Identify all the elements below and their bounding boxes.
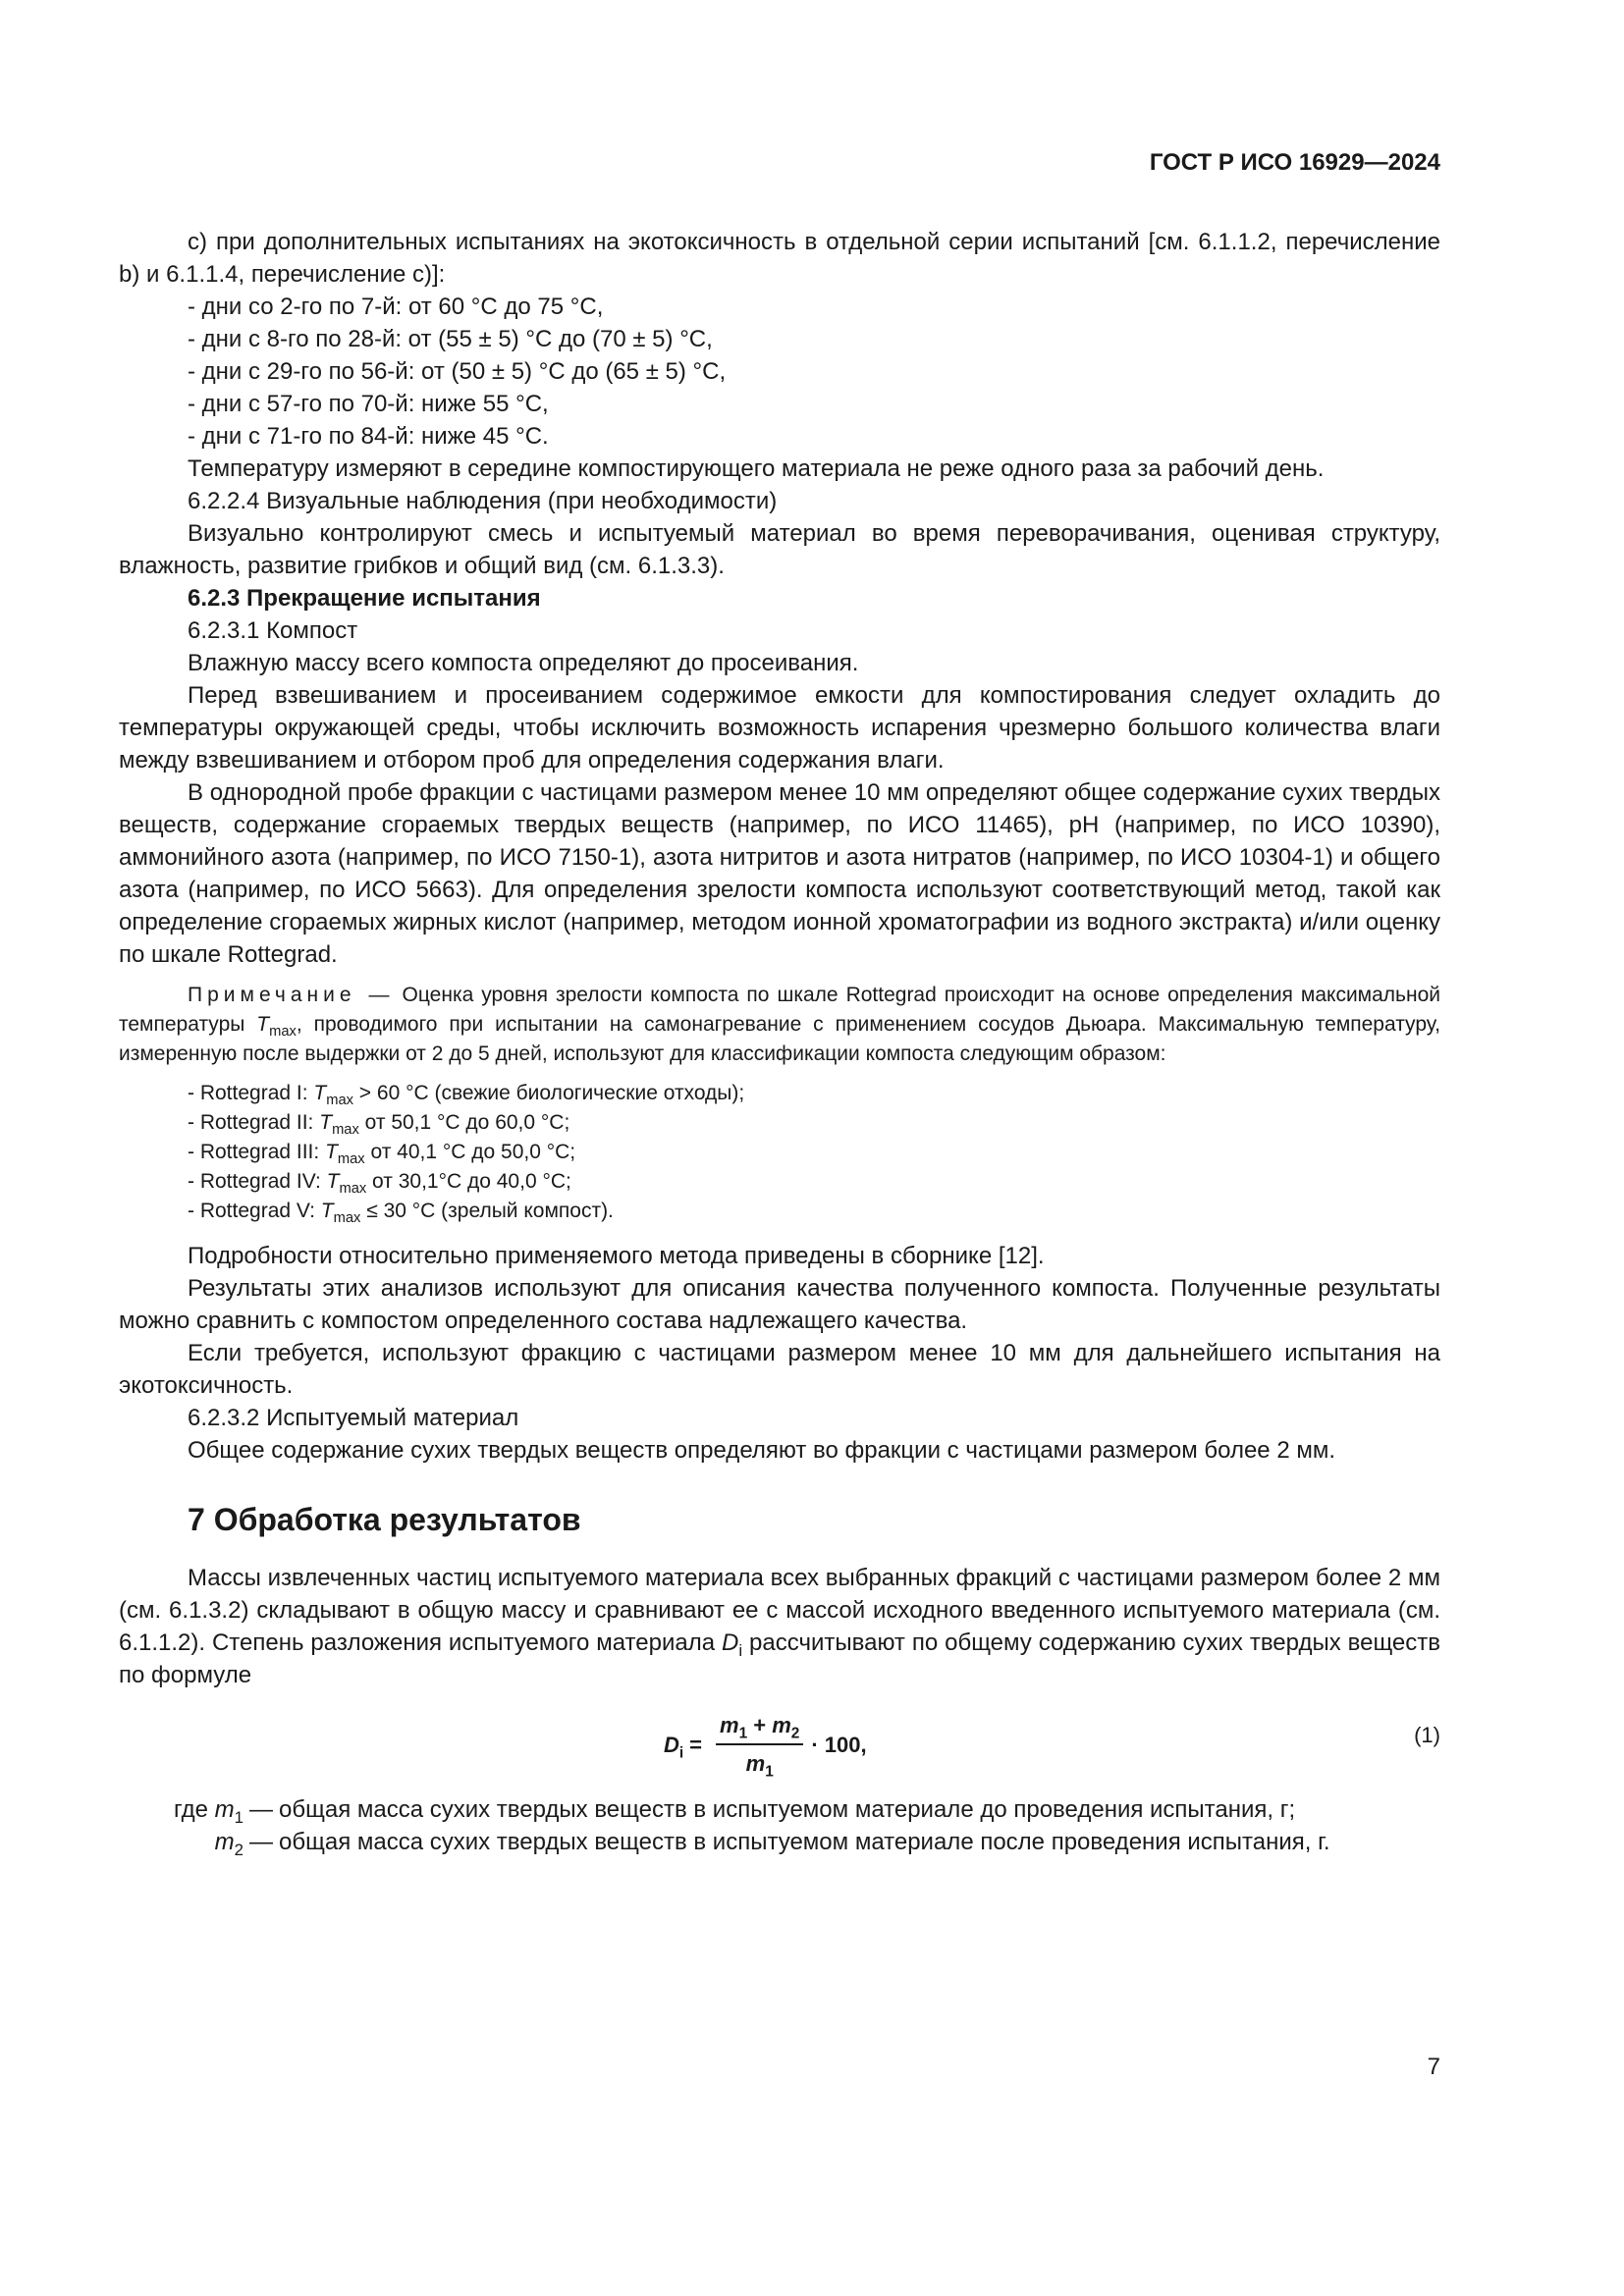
temperature-measurement-paragraph: Температуру измеряют в середине компостирующего материала не реже одного раза за рабочий день.: [188, 455, 1325, 482]
section-6-2-3-1-title: 6.2.3.1 Компост: [188, 617, 358, 644]
tmax-subscript: max: [326, 1093, 353, 1109]
tmax-subscript: max: [269, 1024, 297, 1041]
tmax-symbol: T: [319, 1111, 333, 1134]
tmax-symbol: T: [326, 1170, 340, 1193]
rottegrad-item: [119, 1108, 1440, 1138]
m1-symbol: m: [745, 1751, 766, 1776]
rottegrad-item: [119, 1167, 1440, 1197]
definition-symbol: [119, 1793, 244, 1826]
definition-m2: [119, 1826, 1440, 1858]
m1-subscript: 1: [738, 1725, 748, 1742]
formula-denominator: [746, 1745, 774, 1780]
tmax-symbol: T: [313, 1082, 327, 1104]
tmax-symbol: T: [256, 1013, 270, 1036]
section-7-paragraph: [119, 1562, 1440, 1691]
m1-symbol: m: [720, 1713, 739, 1737]
formula-expression: [664, 1709, 867, 1780]
rottegrad-range: > 60 °C (свежие биологические отходы);: [352, 1082, 745, 1104]
di-symbol: D: [722, 1629, 739, 1656]
day-range-2: - дни с 8-го по 28-й: от (55 ± 5) °С до (70 ± 5) °С,: [188, 326, 713, 352]
tmax-symbol: T: [325, 1141, 338, 1163]
formula-multiplier: · 100,: [811, 1732, 867, 1757]
m1-subscript: 1: [234, 1807, 244, 1827]
tmax-subscript: max: [337, 1151, 365, 1168]
rottegrad-label: - Rottegrad V:: [188, 1200, 321, 1222]
tmax-subscript: max: [332, 1122, 359, 1139]
rottegrad-label: - Rottegrad II:: [188, 1111, 320, 1134]
definition-dash: —: [249, 1829, 273, 1855]
rottegrad-range: от 30,1°С до 40,0 °С;: [366, 1170, 571, 1193]
note-text-b: , проводимого при испытании на самонагревание с применением сосудов Дьюара. Максимальную температуру, измеренную после выдержки от 2 до 5 дней, используют для классификации компоста следующим образом:: [119, 1013, 1440, 1065]
definition-text: общая масса сухих твердых веществ в испытуемом материале после проведения испытания, г.: [279, 1829, 1330, 1855]
formula-lhs-subscript: i: [678, 1743, 684, 1761]
rottegrad-label: - Rottegrad III:: [188, 1141, 326, 1163]
definition-dash: —: [249, 1796, 273, 1823]
day-range-5: - дни с 71-го по 84-й: ниже 45 °С.: [188, 423, 549, 450]
rottegrad-item: [119, 1079, 1440, 1108]
compost-paragraph-1: Влажную массу всего компоста определяют до просеивания.: [188, 650, 859, 676]
item-c: с) при дополнительных испытаниях на экотоксичность в отдельной серии испытаний [см. 6.1.1.2, перечисление b) и 6.1.1.4, перечисление c)]:: [119, 229, 1440, 288]
rottegrad-item: [119, 1138, 1440, 1167]
section-6-2-3-2-title: 6.2.3.2 Испытуемый материал: [188, 1405, 519, 1431]
section-6-2-3-title: 6.2.3 Прекращение испытания: [188, 585, 541, 612]
compost-paragraph-3: В однородной пробе фракции с частицами размером менее 10 мм определяют общее содержание сухих твердых веществ, содержание сгораемых твердых веществ (например, по ИСО 11465), рН (например, по ИСО 10390), аммонийного азота (например, по ИСО 7150-1), азота нитритов и азота нитратов (например, по ИСО 10304-1) и общего азота (например, по ИСО 5663). Для определения зрелости компоста используют соответствующий метод, такой как определение сгораемых жирных кислот (например, методом ионной хроматографии из водного экстракта) и/или оценку по шкале Rottegrad.: [119, 779, 1440, 968]
note-label: Примечание —: [188, 984, 395, 1006]
formula-1: [119, 1691, 1440, 1793]
m2-subscript: 2: [790, 1725, 800, 1742]
rottegrad-range: от 50,1 °С до 60,0 °С;: [358, 1111, 570, 1134]
section-6-2-2-4-text: Визуально контролируют смесь и испытуемый материал во время переворачивания, оценивая структуру, влажность, развитие грибков и общий вид (см. 6.1.3.3).: [119, 520, 1440, 579]
rottegrad-label: - Rottegrad I:: [188, 1082, 314, 1104]
plus-sign: +: [747, 1713, 773, 1737]
m2-symbol: m: [214, 1829, 235, 1855]
tmax-subscript: max: [339, 1181, 367, 1198]
m1-subscript: 1: [765, 1763, 774, 1781]
tmax-subscript: max: [333, 1210, 361, 1227]
rottegrad-label: - Rottegrad IV:: [188, 1170, 327, 1193]
section-6-2-2-4-title: 6.2.2.4 Визуальные наблюдения (при необходимости): [188, 488, 778, 514]
day-range-4: - дни с 57-го по 70-й: ниже 55 °С,: [188, 391, 549, 417]
note-paragraph: [119, 981, 1440, 1069]
results-paragraph: Результаты этих анализов используют для описания качества полученного компоста. Полученные результаты можно сравнить с компостом определенного состава надлежащего качества.: [119, 1275, 1440, 1334]
tmax-symbol: T: [320, 1200, 334, 1222]
definition-m1: [119, 1793, 1440, 1826]
rottegrad-range: от 40,1 °С до 50,0 °С;: [364, 1141, 576, 1163]
section-7-text-b: рассчитывают по общему содержанию сухих твердых веществ по формуле: [119, 1629, 1441, 1688]
formula-lhs: [664, 1729, 683, 1761]
day-range-3: - дни с 29-го по 56-й: от (50 ± 5) °С до (65 ± 5) °С,: [188, 358, 727, 385]
where-prefix: где: [173, 1796, 215, 1823]
definition-text: общая масса сухих твердых веществ в испытуемом материале до проведения испытания, г;: [279, 1796, 1296, 1823]
rottegrad-range: ≤ 30 °С (зрелый компост).: [360, 1200, 614, 1222]
formula-numerator: [716, 1709, 803, 1745]
formula-fraction: [716, 1709, 803, 1780]
document-code: ГОСТ Р ИСО 16929—2024: [1149, 149, 1440, 176]
page-number: 7: [1427, 2054, 1440, 2080]
definition-symbol: [119, 1826, 244, 1858]
rottegrad-item: [119, 1197, 1440, 1226]
m2-symbol: m: [772, 1713, 791, 1737]
m2-subscript: 2: [234, 1840, 244, 1859]
compost-paragraph-2: Перед взвешиванием и просеиванием содержимое емкости для компостирования следует охладить до температуры окружающей среды, чтобы исключить возможность испарения чрезмерно большого количества влаги между взвешиванием и отбором проб для определения содержания влаги.: [119, 682, 1440, 774]
note-text-a: Оценка уровня зрелости компоста по шкале Rottegrad происходит на основе определения максимальной температуры: [119, 984, 1441, 1036]
day-range-1: - дни со 2-го по 7-й: от 60 °С до 75 °С,: [188, 294, 604, 320]
di-subscript: i: [738, 1640, 743, 1660]
page-body: [119, 226, 1440, 1858]
ecotoxicity-paragraph: Если требуется, используют фракцию с частицами размером менее 10 мм для дальнейшего испытания на экотоксичность.: [119, 1340, 1440, 1399]
formula-equals: =: [689, 1732, 703, 1757]
details-paragraph: Подробности относительно применяемого метода приведены в сборнике [12].: [188, 1243, 1045, 1269]
formula-lhs-symbol: D: [664, 1732, 679, 1757]
section-7-text-a: Массы извлеченных частиц испытуемого материала всех выбранных фракций с частицами размером более 2 мм (см. 6.1.3.2) складывают в общую массу и сравнивают ее с массой исходного введенного испытуемого материала (см. 6.1.1.2). Степень разложения испытуемого материала: [119, 1565, 1440, 1656]
m1-symbol: m: [214, 1796, 235, 1823]
equation-number: (1): [1414, 1723, 1440, 1747]
section-6-2-3-2-text: Общее содержание сухих твердых веществ определяют во фракции с частицами размером более 2 мм.: [188, 1437, 1336, 1464]
section-7-heading: 7 Обработка результатов: [188, 1502, 581, 1537]
